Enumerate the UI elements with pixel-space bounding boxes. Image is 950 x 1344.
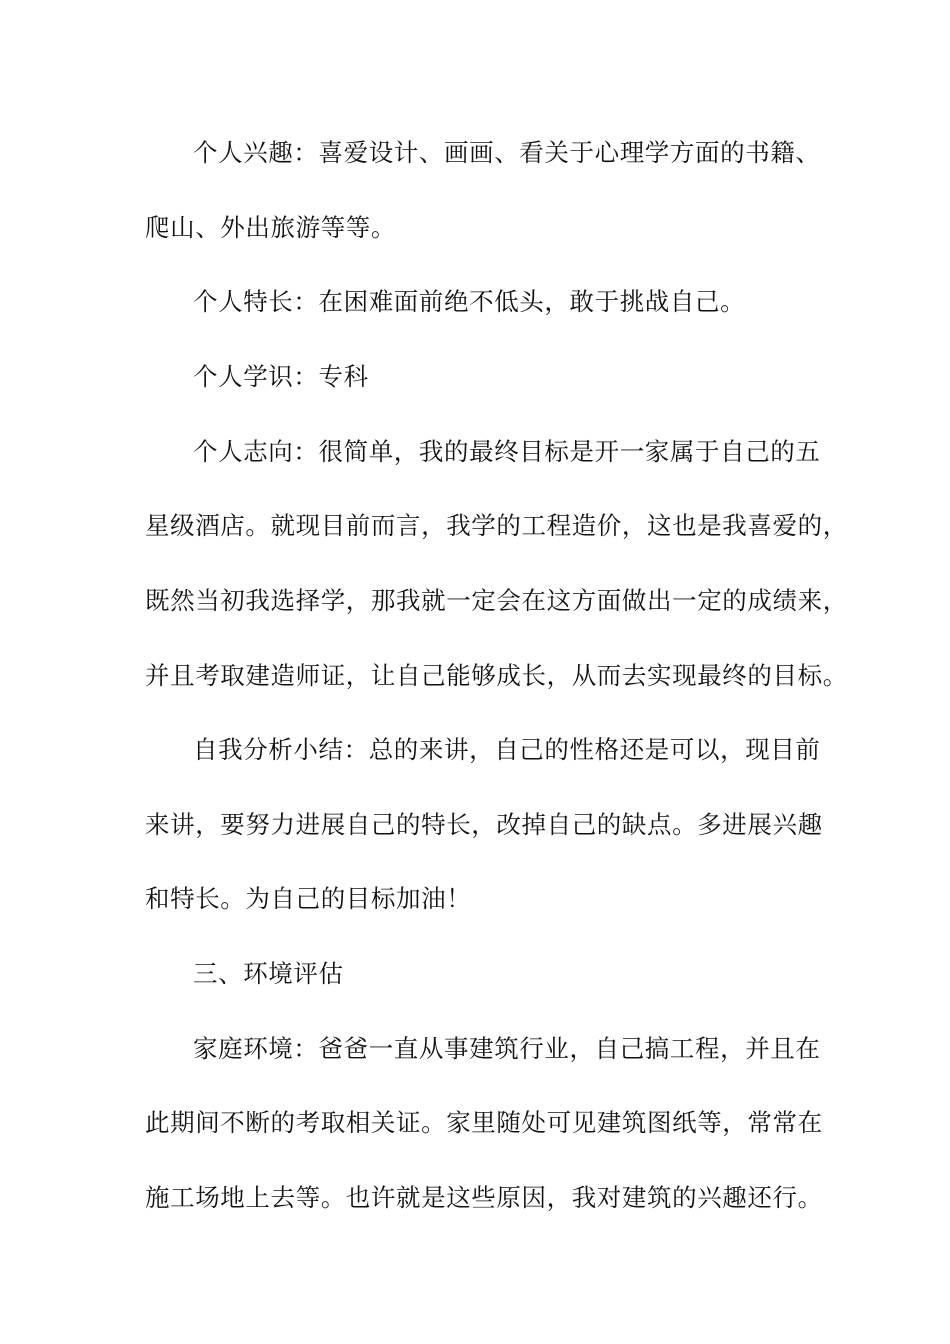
- text-line-family-1: 家庭环境：爸爸一直从事建筑行业，自己搞工程，并且在: [193, 1034, 821, 1063]
- text-line-education: 个人学识：专科: [193, 362, 369, 391]
- text-line-ambition-1: 个人志向：很简单，我的最终目标是开一家属于自己的五: [193, 437, 821, 466]
- text-line-strengths: 个人特长：在困难面前绝不低头，敢于挑战自己。: [193, 287, 746, 316]
- text-line-interests-1: 个人兴趣：喜爱设计、画画、看关于心理学方面的书籍、: [193, 138, 821, 167]
- text-line-ambition-2: 星级酒店。就现目前而言，我学的工程造价，这也是我喜爱的，: [145, 511, 848, 540]
- text-line-ambition-4: 并且考取建造师证，让自己能够成长，从而去实现最终的目标。: [145, 661, 848, 690]
- section-heading-environment: 三、环境评估: [193, 959, 344, 988]
- text-line-summary-2: 来讲，要努力进展自己的特长，改掉自己的缺点。多进展兴趣: [145, 810, 823, 839]
- text-line-family-3: 施工场地上去等。也许就是这些原因，我对建筑的兴趣还行。: [145, 1183, 823, 1212]
- text-line-interests-2: 爬山、外出旅游等等。: [145, 213, 396, 242]
- text-line-ambition-3: 既然当初我选择学，那我就一定会在这方面做出一定的成绩来，: [145, 586, 848, 615]
- text-line-family-2: 此期间不断的考取相关证。家里随处可见建筑图纸等，常常在: [145, 1108, 823, 1137]
- text-line-summary-3: 和特长。为自己的目标加油！: [145, 884, 472, 913]
- text-line-summary-1: 自我分析小结：总的来讲，自己的性格还是可以，现目前: [193, 735, 821, 764]
